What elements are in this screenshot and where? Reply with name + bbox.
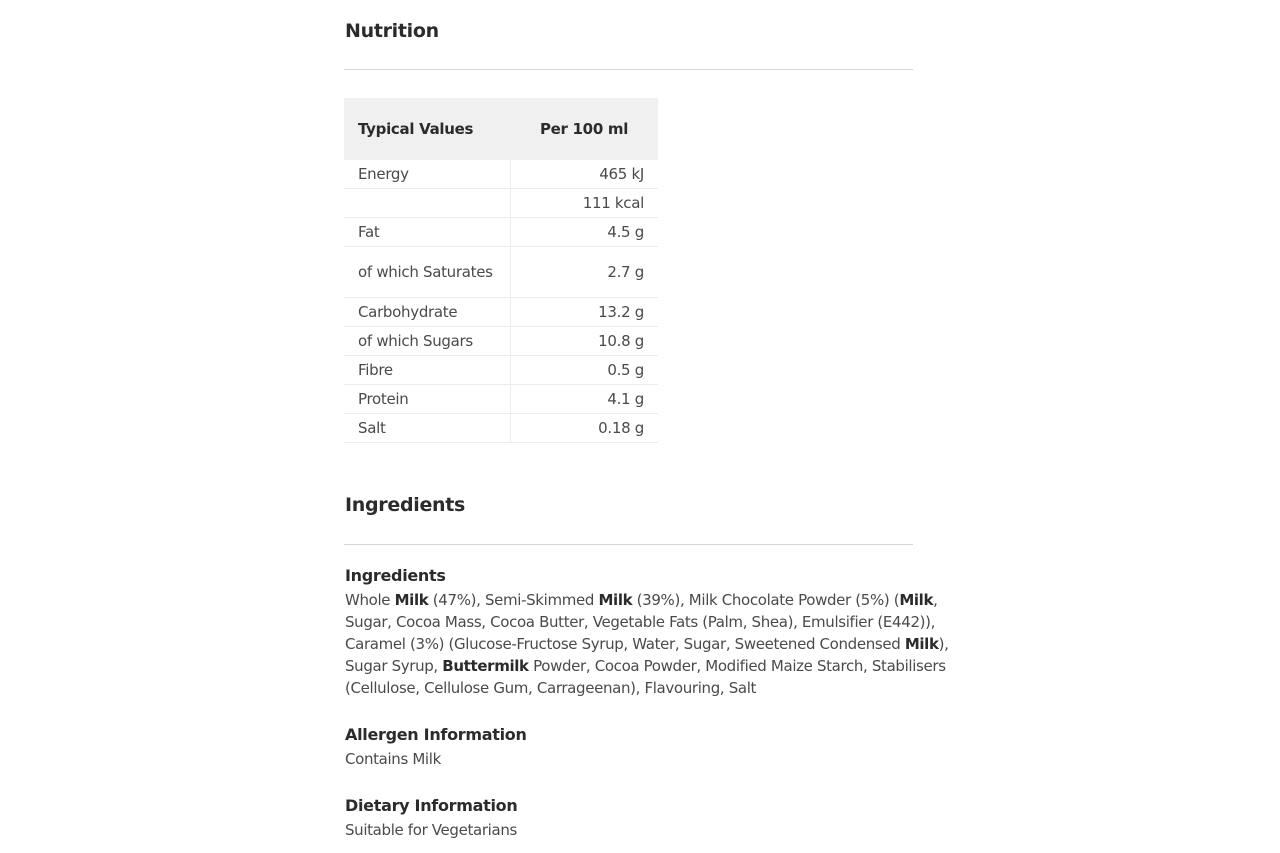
nutrient-value: 111 kcal <box>510 189 658 218</box>
ingredient-segment: ), Sugar Syrup, <box>345 635 949 675</box>
nutrition-table <box>344 98 658 443</box>
nutrient-value: 4.5 g <box>510 218 658 247</box>
per-100ml-header: Per 100 ml <box>510 98 658 160</box>
ingredients-heading: Ingredients <box>345 566 446 585</box>
table-row <box>344 189 658 218</box>
ingredient-segment: (47%), Semi-Skimmed <box>428 591 599 609</box>
table-row <box>344 327 658 356</box>
ingredient-segment: , Sugar, Cocoa Mass, Cocoa Butter, Vegetable Fats (Palm, Shea), Emulsifier (E442)), Caramel (3%) (Glucose-Fructose Syrup, Water, Sugar, Sweetened Condensed <box>345 591 938 653</box>
nutrient-name <box>344 189 510 218</box>
ingredients-section <box>345 566 955 699</box>
dietary-section <box>345 796 955 841</box>
nutrient-name: Fibre <box>344 356 510 385</box>
nutrient-name: Salt <box>344 414 510 443</box>
nutrition-title: Nutrition <box>345 20 439 42</box>
nutrient-name: Energy <box>344 160 510 189</box>
table-row <box>344 218 658 247</box>
table-row <box>344 298 658 327</box>
allergen-highlight: Buttermilk <box>442 657 529 675</box>
allergen-highlight: Milk <box>899 591 934 609</box>
ingredient-segment: Whole <box>345 591 395 609</box>
allergen-text: Contains Milk <box>345 750 441 768</box>
ingredient-segment: (39%), Milk Chocolate Powder (5%) ( <box>632 591 900 609</box>
allergen-highlight: Milk <box>598 591 633 609</box>
nutrient-value: 0.18 g <box>510 414 658 443</box>
ingredient-segment: Powder, Cocoa Powder, Modified Maize Starch, Stabilisers (Cellulose, Cellulose Gum, Carrageenan), Flavouring, Salt <box>345 657 946 697</box>
nutrient-value: 2.7 g <box>510 247 658 298</box>
table-row <box>344 414 658 443</box>
allergen-highlight: Milk <box>394 591 429 609</box>
nutrient-value: 465 kJ <box>510 160 658 189</box>
table-row <box>344 160 658 189</box>
nutrient-name: Carbohydrate <box>344 298 510 327</box>
table-row <box>344 247 658 298</box>
dietary-text: Suitable for Vegetarians <box>345 821 517 839</box>
table-row <box>344 385 658 414</box>
allergen-heading: Allergen Information <box>345 725 527 744</box>
nutrient-name: of which Saturates <box>344 247 510 298</box>
nutrient-name: Protein <box>344 385 510 414</box>
ingredients-title: Ingredients <box>345 494 466 516</box>
allergen-section <box>345 725 955 770</box>
nutrition-header-row <box>344 98 658 160</box>
dietary-heading: Dietary Information <box>345 796 518 815</box>
ingredients-text <box>345 589 955 699</box>
typical-values-header: Typical Values <box>344 98 510 160</box>
allergen-highlight: Milk <box>904 635 939 653</box>
nutrient-name: Fat <box>344 218 510 247</box>
nutrient-value: 10.8 g <box>510 327 658 356</box>
nutrient-value: 4.1 g <box>510 385 658 414</box>
nutrient-value: 0.5 g <box>510 356 658 385</box>
nutrition-divider <box>344 69 913 70</box>
nutrient-value: 13.2 g <box>510 298 658 327</box>
ingredients-divider <box>344 544 913 545</box>
table-row <box>344 356 658 385</box>
nutrient-name: of which Sugars <box>344 327 510 356</box>
